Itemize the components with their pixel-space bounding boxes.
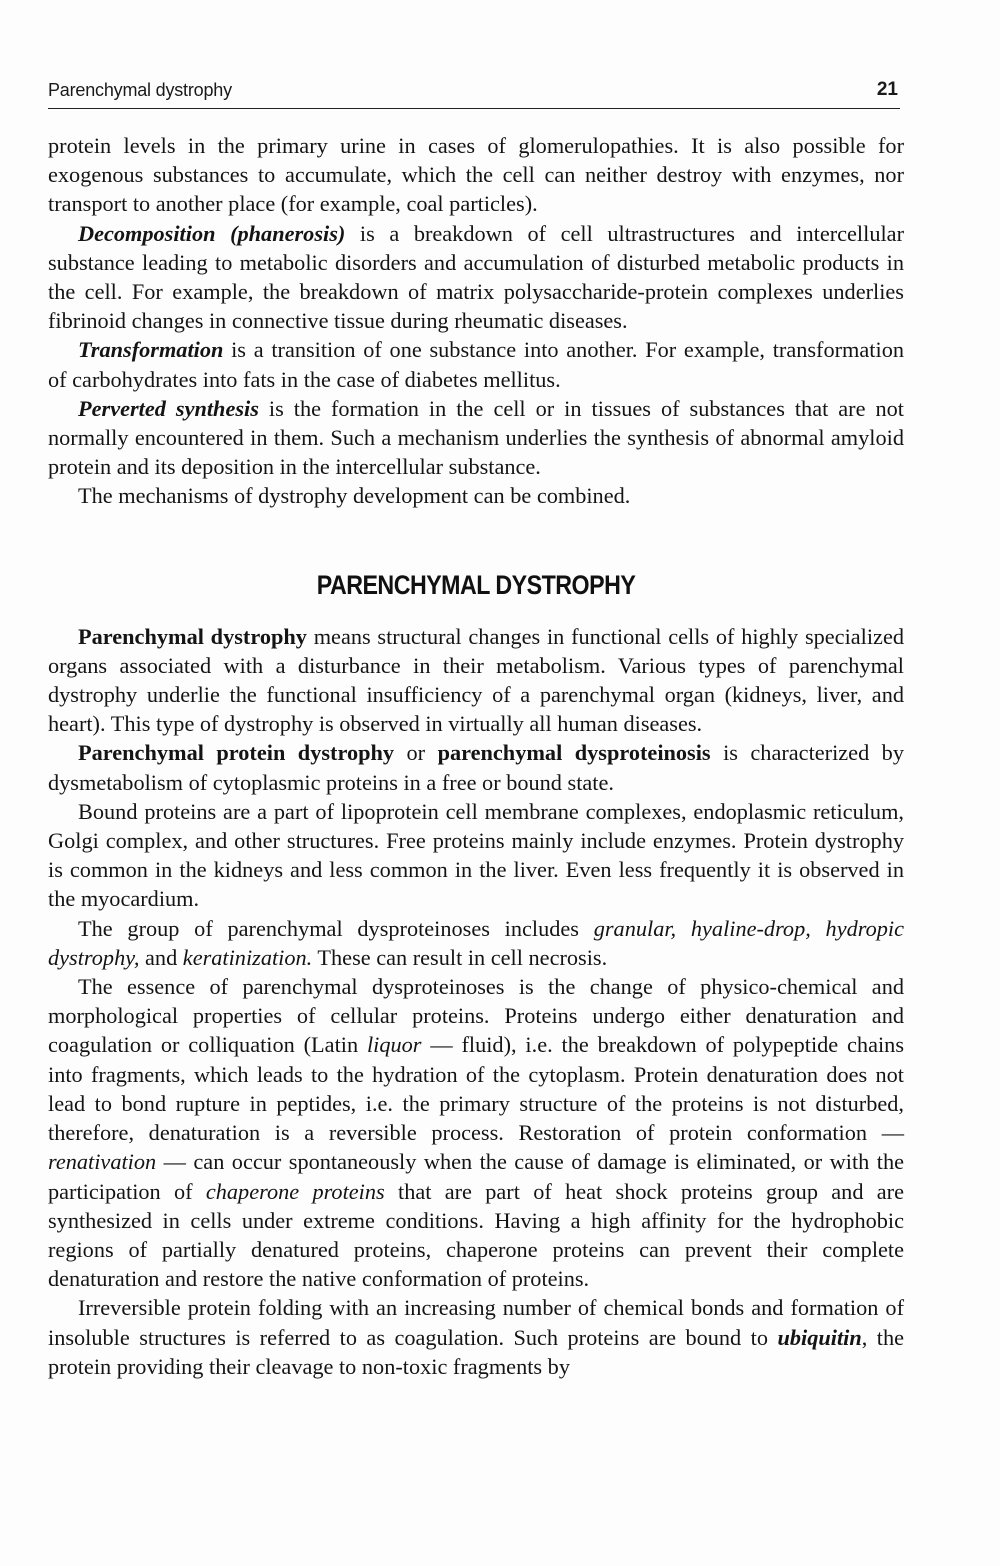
body-text (48, 131, 904, 1381)
term-protein-dystrophy: Parenchymal protein dystrophy (78, 740, 395, 766)
term-perverted-synthesis: Perverted synthesis (78, 395, 259, 421)
paragraph-protein-dystrophy (48, 738, 904, 796)
paragraph-transformation (48, 335, 904, 393)
term-renativation: renativation (48, 1149, 157, 1175)
section-heading: PARENCHYMAL DYSTROPHY (316, 569, 636, 600)
paragraph-text: The group of parenchymal dysproteinoses includes (78, 915, 594, 941)
term-decomposition: Decomposition (phanerosis) (78, 220, 346, 246)
paragraph-text: — fluid), i.e. the breakdown of polypeptide chains into fragments, which leads to the hydration of the cytoplasm. Protein denaturation does not lead to bond rupture in peptides, i.e. the primary structure of the proteins is not disturbed, therefore, denaturation is a reversible process. Restoration of protein conformation — (48, 1032, 904, 1146)
paragraph-decomposition (48, 219, 904, 336)
running-header (48, 78, 900, 109)
term-ubiquitin: ubiquitin (777, 1324, 862, 1350)
term-keratinization: keratinization. (182, 944, 313, 970)
paragraph-essence (48, 972, 904, 1293)
term-transformation: Transformation (78, 337, 224, 363)
paragraph-text: The essence of parenchymal dysproteinoses is the change of physico-chemical and morphological properties of cellular proteins. Proteins undergo either denaturation and coagulation or colliquation (Latin (48, 974, 904, 1058)
term-dystrophy-types: granular, hyaline-drop, hydropic dystrophy, (48, 915, 904, 970)
paragraph-text: These can result in cell necrosis. (312, 944, 608, 970)
paragraph-parenchymal-dystrophy (48, 622, 904, 739)
term-liquor: liquor (366, 1032, 422, 1058)
paragraph-text: is the formation in the cell or in tissues of substances that are not normally encountered in them. Such a mechanism underlies the synthesis of abnormal amyloid protein and its deposition in the intercellular substance. (48, 395, 904, 480)
paragraph-text: Irreversible protein folding with an increasing number of chemical bonds and formation of insoluble structures is referred to as coagulation. Such proteins are bound to (48, 1295, 904, 1350)
paragraph-text: , the protein providing their cleavage to non-toxic fragments by (48, 1324, 904, 1379)
paragraph-text: and (139, 944, 183, 970)
paragraph-mechanisms (48, 481, 904, 510)
paragraph-irreversible-folding (48, 1293, 904, 1381)
paragraph-text: is a breakdown of cell ultrastructures and intercellular substance leading to metabolic disorders and accumulation of disturbed metabolic products in the cell. For example, the breakdown of matrix polysaccharide-protein complexes underlies fibrinoid changes in connective tissue during rheumatic diseases. (48, 220, 904, 334)
paragraph-continuation (48, 131, 904, 219)
paragraph-text: protein levels in the primary urine in cases of glomerulopathies. It is also possible for exogenous substances to accumulate, which the cell can neither destroy with enzymes, nor transport to another place (for example, coal particles). (48, 133, 904, 217)
running-title: Parenchymal dystrophy (48, 80, 232, 100)
paragraph-text: means structural changes in functional cells of highly specialized organs associated with a disturbance in their metabolism. Various types of parenchymal dystrophy underlie the functional insufficiency of a parenchymal organ (kidneys, liver, and heart). This type of dystrophy is observed in virtually all human diseases. (48, 623, 904, 737)
term-dysproteinosis: parenchymal dysproteinosis (437, 740, 711, 766)
paragraph-perverted-synthesis (48, 394, 904, 482)
paragraph-text: The mechanisms of dystrophy development can be combined. (78, 483, 631, 509)
paragraph-text: is characterized by dysmetabolism of cytoplasmic proteins in a free or bound state. (48, 740, 904, 795)
term-parenchymal-dystrophy: Parenchymal dystrophy (78, 623, 307, 649)
paragraph-text: or (394, 740, 438, 766)
paragraph-bound-proteins (48, 797, 904, 914)
paragraph-text: that are part of heat shock proteins group and are synthesized in cells under extreme conditions. Having a high affinity for the hydrophobic regions of partially denatured proteins, chaperone proteins can prevent their complete denaturation and restore the native conformation of proteins. (48, 1178, 904, 1292)
paragraph-text: is a transition of one substance into another. For example, transformation of carbohydrates into fats in the case of diabetes mellitus. (48, 337, 904, 392)
paragraph-text: Bound proteins are a part of lipoprotein cell membrane complexes, endoplasmic reticulum, Golgi complex, and other structures. Free proteins mainly include enzymes. Protein dystrophy is common in the kidneys and less common in the liver. Even less frequently it is observed in the myocardium. (48, 798, 904, 912)
page-number: 21 (876, 79, 898, 100)
paragraph-text: — can occur spontaneously when the cause of damage is eliminated, or with the participation of (48, 1149, 904, 1204)
paragraph-dysproteinoses-group (48, 914, 904, 972)
term-chaperone-proteins: chaperone proteins (205, 1178, 385, 1204)
